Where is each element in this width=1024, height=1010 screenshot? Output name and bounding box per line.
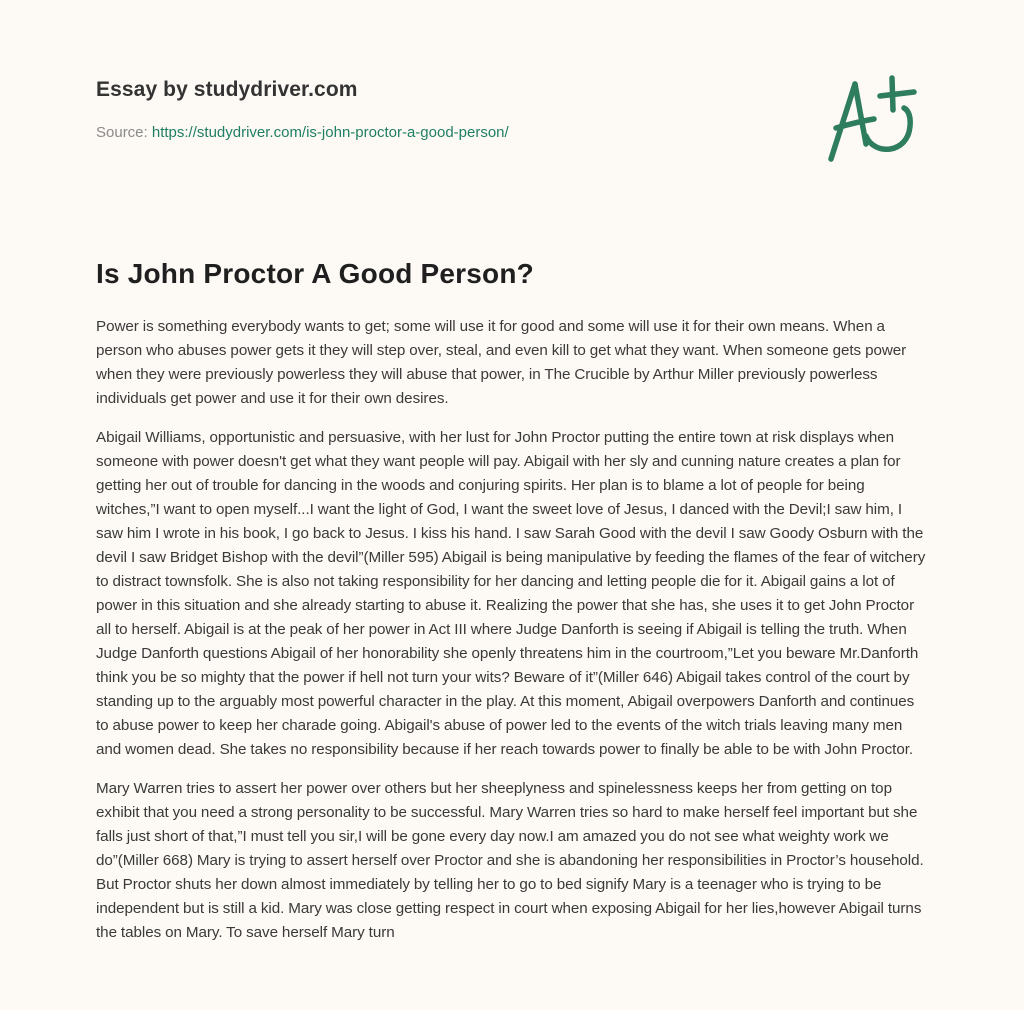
a-plus-grade-icon — [822, 66, 932, 166]
source-line — [96, 123, 509, 143]
site-title: Essay by studydriver.com — [96, 78, 358, 101]
essay-paragraph: Mary Warren tries to assert her power over others but her sheeplyness and spinelessness keeps her from getting on top exhibit that you need a strong personality to be successful. Mary Warren tries so hard to make herself feel important but she falls just short of that,”I must tell you sir,I will be gone every day now.I am amazed you do not see what weighty work we do”(Miller 668) Mary is trying to assert herself over Proctor and she is abandoning her responsibilities in Proctor’s household. But Proctor shuts her down almost immediately by telling her to go to bed signify Mary is a teenager who is trying to be independent but is still a kid. Mary was close getting respect in court when exposing Abigail for her lies,however Abigail turns the tables on Mary. To save herself Mary turn — [96, 780, 924, 941]
essay-header — [96, 76, 926, 141]
essay-paragraph: Abigail Williams, opportunistic and persuasive, with her lust for John Proctor putting the entire town at risk displays when someone with power doesn't get what they want people will pay. Abigail with her sly and cunning nature creates a plan for getting her out of trouble for dancing in the woods and conjuring spirits. Her plan is to blame a lot of people for being witches,”I want to open myself...I want the light of God, I want the sweet love of Jesus, I danced with the Devil;I saw him, I saw him I wrote in his book, I go back to Jesus. I kiss his hand. I saw Sarah Good with the devil I saw Goody Osburn with the devil I saw Bridget Bishop with the devil”(Miller 595) Abigail is being manipulative by feeding the flames of the fear of witchery to distract townsfolk. She is also not taking responsibility for her dancing and letting people die for it. Abigail gains a lot of power in this situation and she already starting to abuse it. Realizing the power that she has, she uses it to get John Proctor all to herself. Abigail is at the peak of her power in Act III where Judge Danforth is seeing if Abigail is telling the truth. When Judge Danforth questions Abigail of her honorability she openly threatens him in the courtroom,”Let you beware Mr.Danforth think you be so mighty that the power if hell not turn your wits? Beware of it”(Miller 646) Abigail takes control of the court by standing up to the arguably most powerful character in the play. At this moment, Abigail overpowers Danforth and continues to abuse power to keep her charade going. Abigail's abuse of power led to the events of the witch trials leaving many men and women dead. She takes no responsibility because if her reach towards power to finally be able to be with John Proctor. — [96, 429, 926, 758]
source-label: Source: — [96, 124, 148, 141]
source-link[interactable]: https://studydriver.com/is-john-proctor-a-good-person/ — [151, 124, 509, 141]
essay-paragraph: Power is something everybody wants to get; some will use it for good and some will use it for their own means. When a person who abuses power gets it they will step over, steal, and even kill to get what they want. When someone gets power when they were previously powerless they will abuse that power, in The Crucible by Arthur Miller previously powerless individuals get power and use it for their own desires. — [96, 318, 907, 407]
essay-body — [96, 315, 930, 960]
page-title: Is John Proctor A Good Person? — [96, 258, 534, 289]
